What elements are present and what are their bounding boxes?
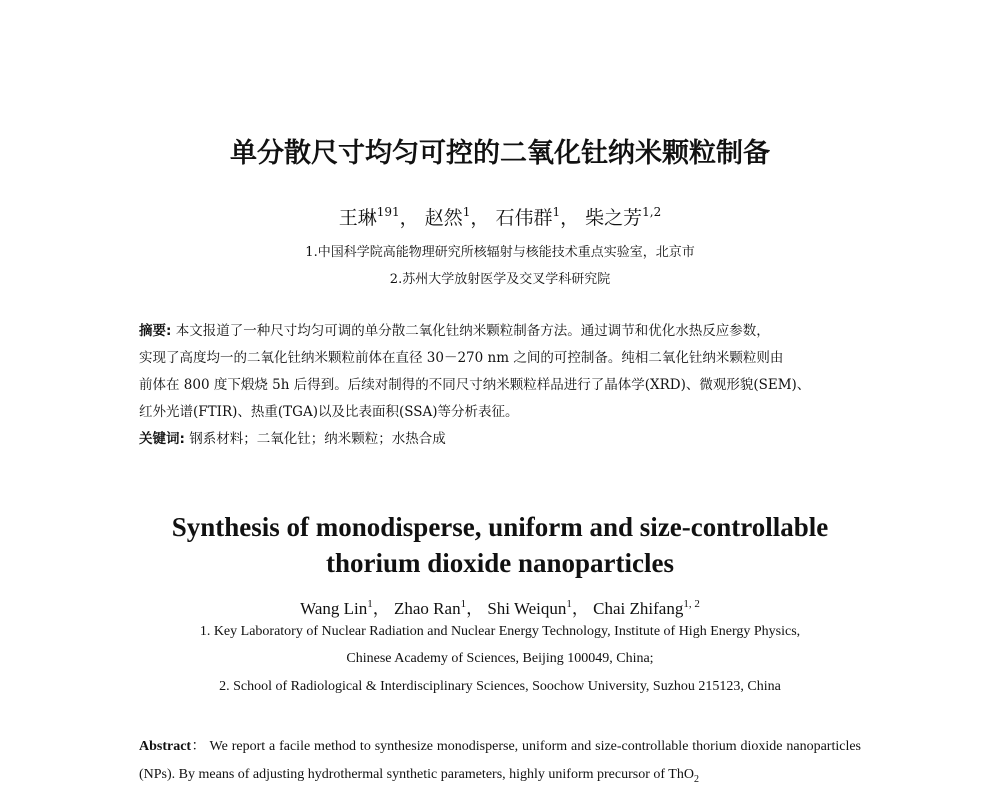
author-affiliation-mark: 1,2: [642, 205, 662, 219]
author-affiliation-mark: 1: [367, 598, 373, 610]
chinese-authors: [0, 203, 1000, 230]
author-name: Shi Weiqun: [487, 599, 567, 618]
author-affiliation-mark: 1, 2: [683, 598, 700, 610]
author-separator: ，: [560, 207, 580, 229]
abstract-line: 摘要: 本文报道了一种尺寸均匀可调的单分散二氧化钍纳米颗粒制备方法。通过调节和优化水热反应参数，: [139, 323, 770, 339]
chinese-keywords: [139, 426, 446, 453]
abstract-text: We report a facile method to synthesize monodisperse, uniform and size-controllable thorium dioxide nanoparticles (NPs). By means of adjusting hydrothermal synthetic parameters, highly uniform precursor of ThO: [139, 739, 862, 782]
author-name: Zhao Ran: [394, 599, 461, 618]
chinese-title: 单分散尺寸均匀可控的二氧化钍纳米颗粒制备: [230, 138, 770, 169]
english-authors: [0, 594, 1000, 619]
abstract-label: 摘要:: [139, 323, 172, 339]
english-abstract: [139, 733, 861, 794]
chinese-affiliation-2: 2.苏州大学放射医学及交叉学科研究院: [389, 272, 611, 287]
author-separator: ，: [372, 599, 390, 618]
author-name: 柴之芳: [585, 207, 643, 229]
keywords-text: 钢系材料；二氧化钍；纳米颗粒；水热合成: [184, 431, 446, 447]
author-name: Wang Lin: [300, 599, 368, 618]
author-name: Chai Zhifang: [593, 599, 684, 618]
abstract-line: 红外光谱(FTIR)、热重(TGA)以及比表面积(SSA)等分析表征。: [139, 404, 519, 420]
english-affiliation-2: 2. School of Radiological & Interdisciplinary Sciences, Soochow University, Suzhou 215123, China: [219, 679, 781, 694]
author-separator: ，: [470, 207, 490, 229]
author-name: 石伟群: [495, 207, 553, 229]
keywords-label: 关键词:: [139, 431, 185, 447]
english-affiliation-1-continued: Chinese Academy of Sciences, Beijing 100049, China;: [346, 651, 654, 666]
author-affiliation-mark: 1: [552, 205, 561, 219]
author-separator: ，: [571, 599, 589, 618]
author-name: 赵然: [424, 207, 463, 229]
abstract-colon: ：: [191, 739, 206, 754]
author-affiliation-mark: 1: [462, 205, 471, 219]
chinese-affiliation-1: 1.中国科学院高能物理研究所核辐射与核能技术重点实验室，北京市: [305, 245, 695, 260]
english-affiliation-1: 1. Key Laboratory of Nuclear Radiation and Nuclear Energy Technology, Institute of High Energy Physics,: [199, 624, 801, 639]
subscript: 2: [693, 773, 699, 785]
abstract-label: Abstract: [139, 739, 192, 754]
author-affiliation-mark: 191: [376, 205, 400, 219]
chinese-abstract: [139, 318, 865, 426]
english-title: Synthesis of monodisperse, uniform and size-controllable thorium dioxide nanoparticles: [171, 512, 829, 578]
author-affiliation-mark: 1: [460, 598, 467, 610]
author-separator: ，: [466, 599, 484, 618]
author-separator: ，: [399, 207, 419, 229]
abstract-line: 实现了高度均一的二氧化钍纳米颗粒前体在直径 30－270 nm 之间的可控制备。纯相二氧化钍纳米颗粒则由: [139, 350, 784, 366]
author-affiliation-mark: 1: [566, 598, 572, 610]
abstract-line: 前体在 800 度下煅烧 5h 后得到。后续对制得的不同尺寸纳米颗粒样品进行了晶体学(XRD)、微观形貌(SEM)、: [139, 377, 811, 393]
author-name: 王琳: [338, 207, 377, 229]
